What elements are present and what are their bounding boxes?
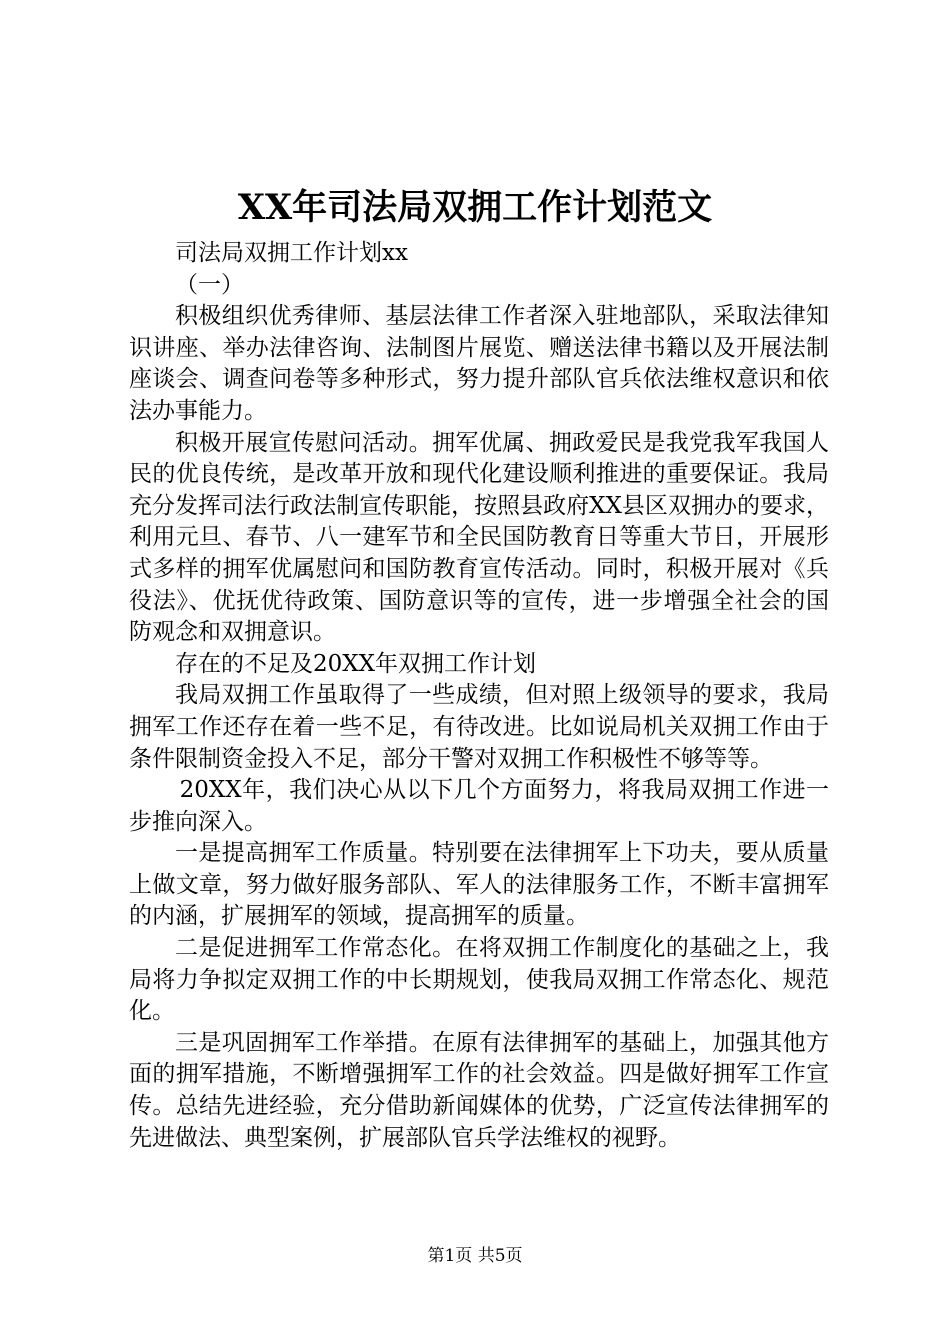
document-body	[129, 238, 829, 1154]
body-paragraph: 三是巩固拥军工作举措。在原有法律拥军的基础上，加强其他方面的拥军措施，不断增强拥军工作的社会效益。四是做好拥军工作宣传。总结先进经验，充分借助新闻媒体的优势，广泛宣传法律拥军的先进做法、典型案例，扩展部队官兵学法维权的视野。	[129, 1029, 829, 1151]
body-paragraph: 20XX年，我们决心从以下几个方面努力，将我局双拥工作进一步推向深入。	[129, 777, 829, 835]
body-paragraph: 一是提高拥军工作质量。特别要在法律拥军上下功夫，要从质量上做文章，努力做好服务部队、军人的法律服务工作，不断丰富拥军的内涵，扩展拥军的领域，提高拥军的质量。	[129, 840, 829, 930]
body-paragraph: 二是促进拥军工作常态化。在将双拥工作制度化的基础之上，我局将力争拟定双拥工作的中长期规划，使我局双拥工作常态化、规范化。	[129, 935, 829, 1025]
body-paragraph: 我局双拥工作虽取得了一些成绩，但对照上级领导的要求，我局拥军工作还存在着一些不足，有待改进。比如说局机关双拥工作由于条件限制资金投入不足，部分干警对双拥工作积极性不够等等。	[129, 682, 829, 772]
section-number: （一）	[175, 271, 244, 298]
body-paragraph: 积极组织优秀律师、基层法律工作者深入驻地部队，采取法律知识讲座、举办法律咨询、法制图片展览、赠送法律书籍以及开展法制座谈会、调查问卷等多种形式，努力提升部队官兵依法维权意识和依法办事能力。	[129, 303, 829, 424]
document-title: XX年司法局双拥工作计划范文	[237, 187, 713, 228]
body-paragraph: 积极开展宣传慰问活动。拥军优属、拥政爱民是我党我军我国人民的优良传统，是改革开放和现代化建设顺利推进的重要保证。我局充分发挥司法行政法制宣传职能，按照县政府XX县区双拥办的要求，利用元旦、春节、八一建军节和全民国防教育日等重大节日，开展形式多样的拥军优属慰问和国防教育宣传活动。同时，积极开展对《兵役法》、优抚优待政策、国防意识等的宣传，进一步增强全社会的国防观念和双拥意识。	[129, 429, 829, 646]
section-heading: 存在的不足及20XX年双拥工作计划	[175, 650, 537, 677]
subtitle-paragraph: 司法局双拥工作计划xx	[175, 240, 408, 266]
page-footer: 第1页 共5页	[427, 1246, 523, 1266]
